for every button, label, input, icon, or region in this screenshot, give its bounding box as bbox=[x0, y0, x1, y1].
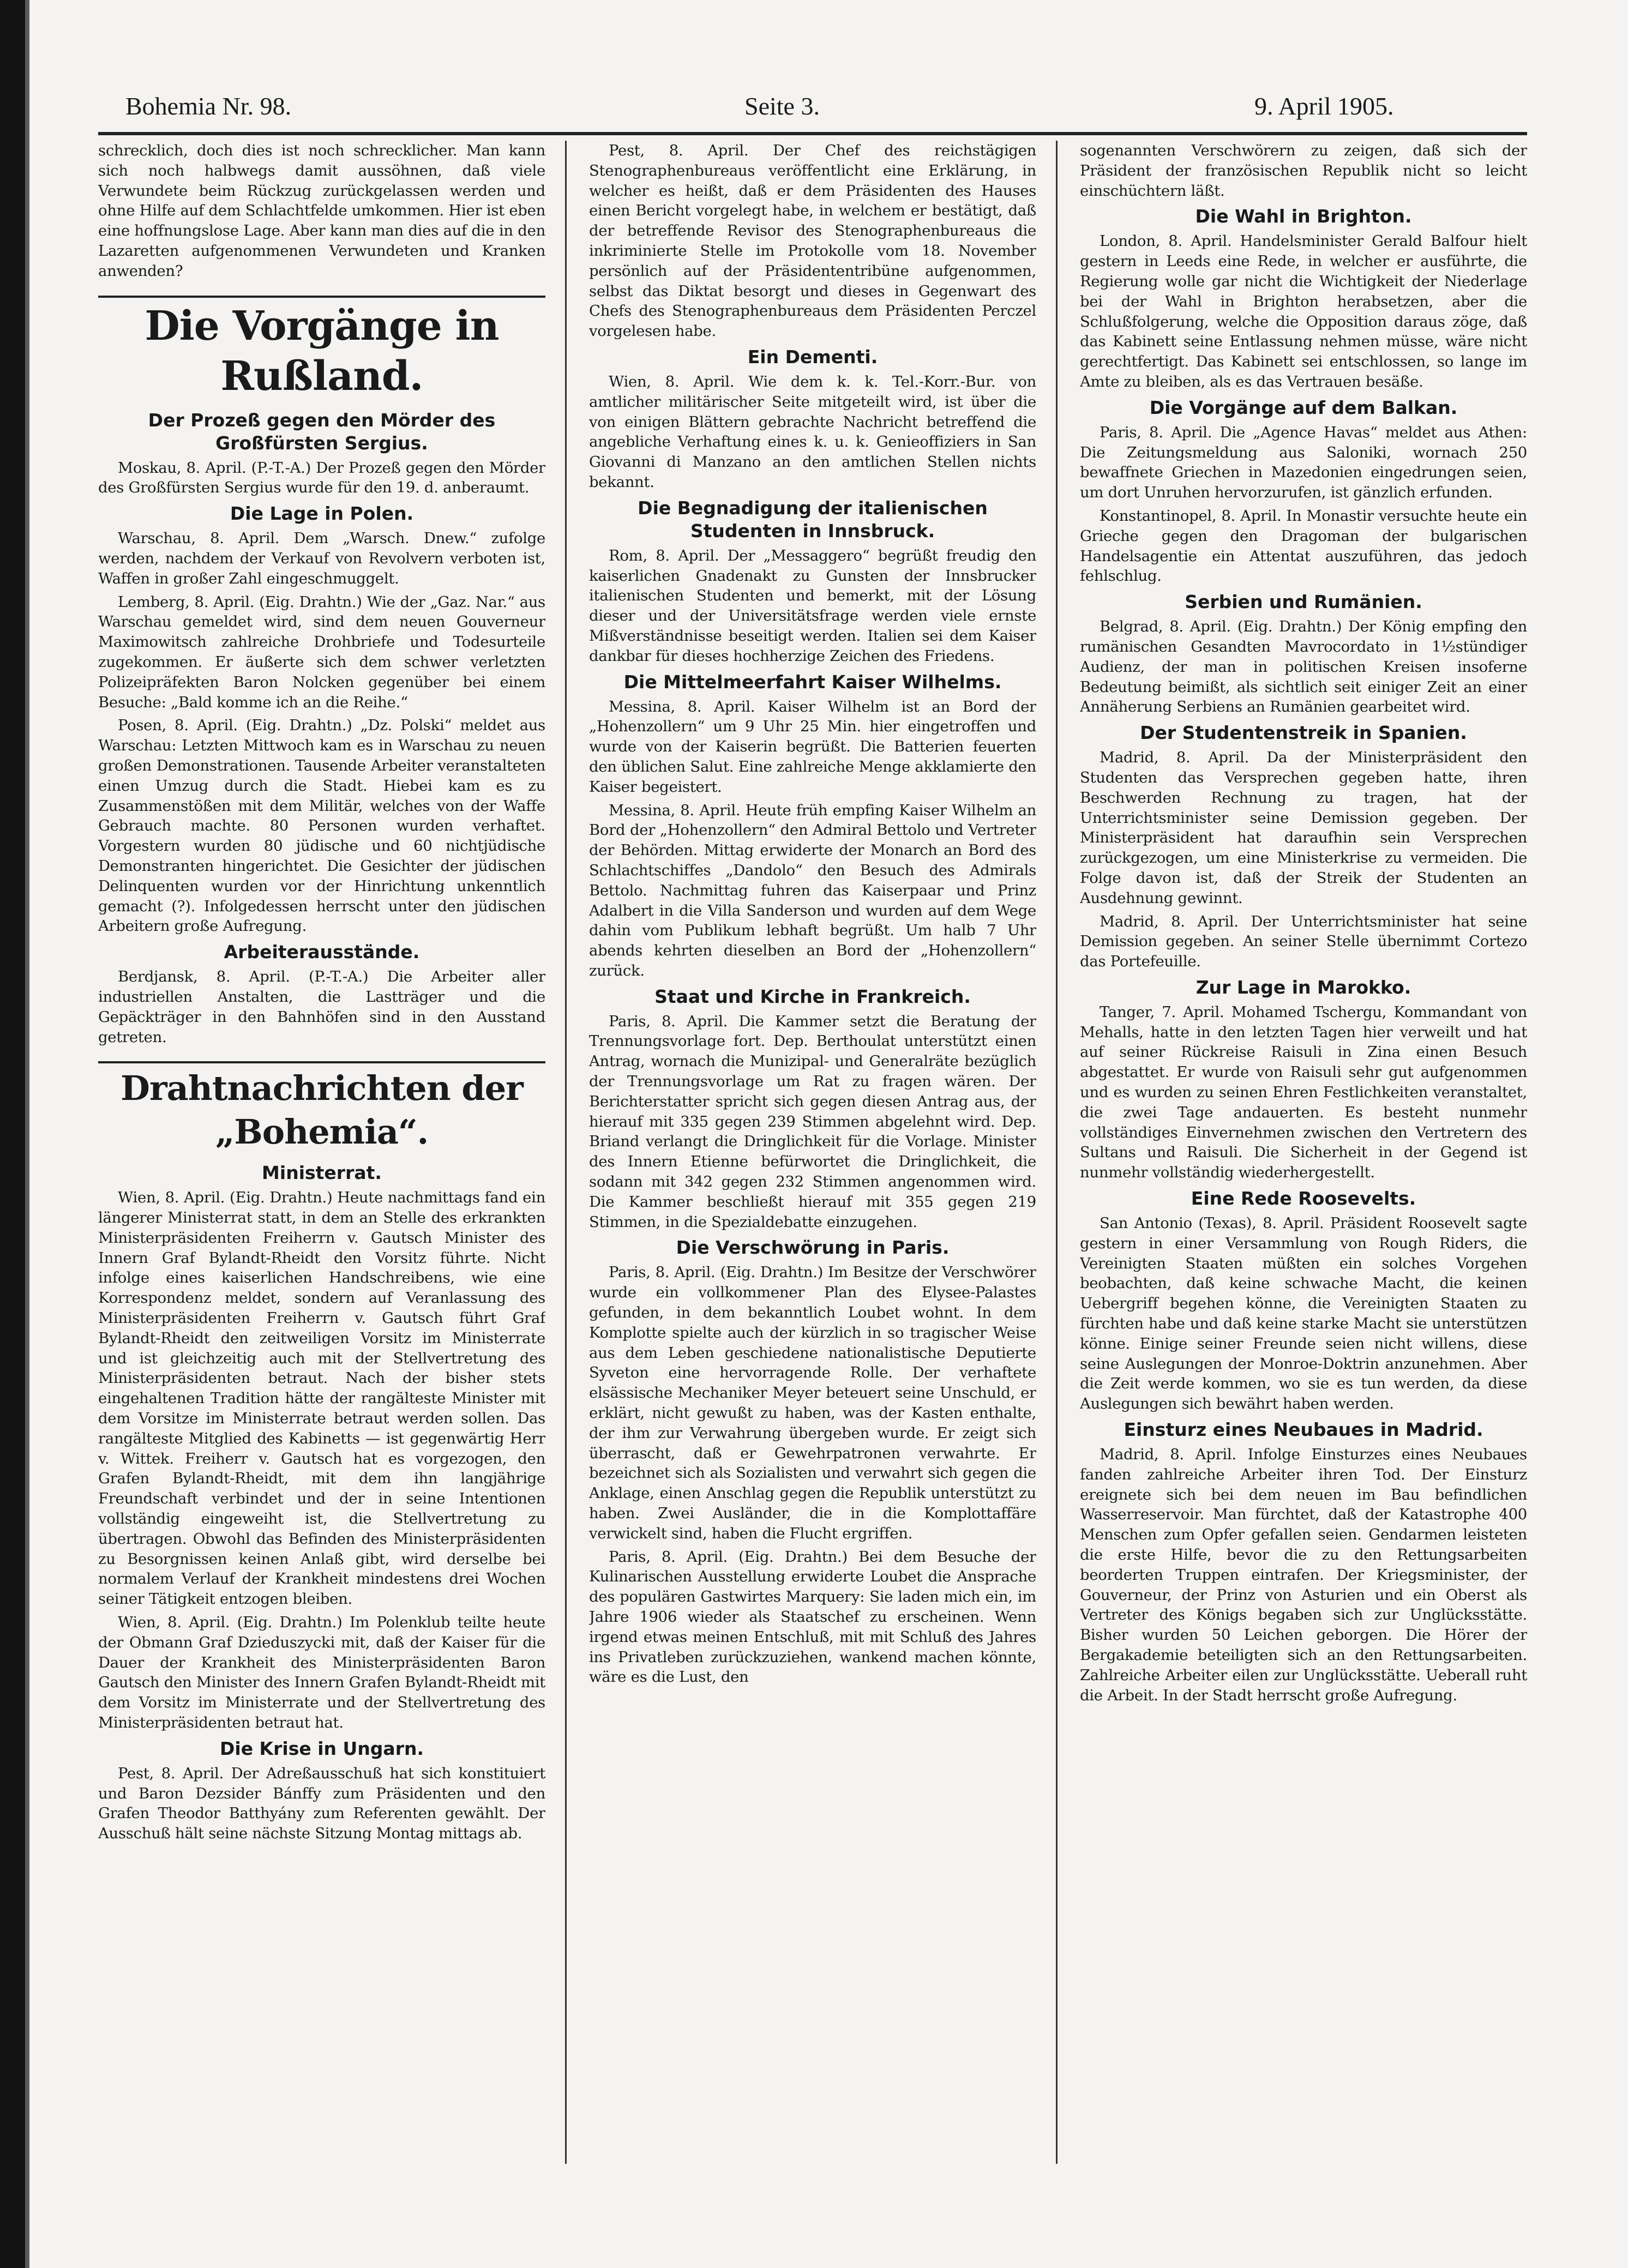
article-text: Wien, 8. April. (Eig. Drahtn.) Heute nachmittags fand ein längerer Ministerrat statt, in dem an Stelle des erkrankten Ministerpräsidenten Freiherrn v. Gautsch Minister des Innern Graf Bylandt-Rheidt den Vorsitz führte. Nicht infolge eines kaiserlichen Handschreibens, wie eine Korrespondenz meldet, sondern auf Veranlassung des Ministerpräsidenten Freiherrn v. Gautsch führt Graf Bylandt-Rheidt den zeitweiligen Vorsitz im Ministerrate und ist gleichzeitig auch mit der Stellvertretung des Ministerpräsidenten betraut. Nach der bisher stets eingehaltenen Tradition hätte der rangälteste Minister mit dem Vorsitze im Ministerrate betraut werden sollen. Das rangälteste Mitglied des Kabinetts — ist gegenwärtig Herr v. Wittek. Freiherr v. Gautsch hat es vorgezogen, den Grafen Bylandt-Rheidt, mit dem ihn langjährige Freundschaft verbindet und der in seine Intentionen vollständig eingeweiht ist, die Stellvertretung zu übertragen. Obwohl das Befinden des Ministerpräsidenten zu Besorgnissen keinen Anlaß gibt, wird derselbe bei normalem Verlauf der Krankheit mindestens drei Wochen seiner Tätigkeit entzogen bleiben. bbox=[98, 1189, 545, 1608]
headline-madrid: Einsturz eines Neubaues in Madrid. bbox=[1124, 1419, 1483, 1441]
article-text: London, 8. April. Handelsminister Gerald Balfour hielt gestern in Leeds eine Rede, in welcher er ausführte, die Regierung wolle gar nicht die Wichtigkeit der Niederlage bei der Wahl in Brighton herabsetzen, aber die Schlußfolgerung, welche die Opposition daraus zöge, daß das Kabinett seine Entlassung nehmen müsse, wäre nicht gerechtfertigt. Das Kabinett sei entschlossen, so lange im Amte zu bleiben, als es das Vertrauen besäße. bbox=[1080, 232, 1527, 390]
article-text: Wien, 8. April. (Eig. Drahtn.) Im Polenklub teilte heute der Obmann Graf Dzieduszycki mit, daß der Kaiser für die Dauer der Krankheit des Ministerpräsidenten Baron Gautsch den Minister des Innern Grafen Bylandt-Rheidt mit dem Vorsitz im Ministerrate und der Stellvertretung des Ministerpräsidenten betraut hat. bbox=[98, 1614, 545, 1732]
page-header bbox=[98, 92, 1527, 130]
article-text: Warschau, 8. April. Dem „Warsch. Dnew.“ zufolge werden, nachdem der Verkauf von Revolvern verboten ist, Waffen in großer Zahl eingeschmuggelt. bbox=[98, 530, 545, 587]
headline-brighton: Die Wahl in Brighton. bbox=[1195, 206, 1412, 227]
headline-spain: Der Studentenstreik in Spanien. bbox=[1140, 722, 1467, 744]
article-text: Moskau, 8. April. (P.-T.-A.) Der Prozeß gegen den Mörder des Großfürsten Sergius wurde für den 19. d. anberaumt. bbox=[98, 459, 545, 497]
article-text: Messina, 8. April. Kaiser Wilhelm ist an Bord der „Hohenzollern“ um 9 Uhr 25 Min. hier eingetroffen und wurde von der Kaiserin begrüßt. Die Batterien feuerten den üblichen Salut. Eine zahlreiche Menge akklamierte den Kaiser begeistert. bbox=[589, 697, 1036, 796]
article-text: Paris, 8. April. (Eig. Drahtn.) Bei dem Besuche der Kulinarischen Ausstellung erwiderte Loubet die Ansprache des populären Gastwirtes Marquery: Sie laden mich ein, im Jahre 1906 wieder als Staatschef zu erscheinen. Wenn irgend etwas meinen Entschluß, mit mit Schluß des Jahres ins Privatleben zurückzuziehen, wankend machen könnte, wäre es die Lust, den bbox=[589, 1548, 1036, 1686]
column-rule bbox=[1056, 141, 1058, 2164]
article-text: Wien, 8. April. Wie dem k. k. Tel.-Korr.-Bur. von amtlicher militärischer Seite mitgeteilt wird, ist über die von einigen Blättern gebrachte Nachricht betreffend die angebliche Verhaftung eines k. u. k. Genieoffiziers in San Giovanni di Manzano an den amtlichen Stellen nichts bekannt. bbox=[589, 372, 1036, 491]
article-text: Rom, 8. April. Der „Messaggero“ begrüßt freudig den kaiserlichen Gnadenakt zu Gunsten der Innsbrucker italienischen Studenten und bemerkt, mit der Lösung dieser und der Universitätsfrage werden viele ernste Mißverständnisse beseitigt werden. Italien sei dem Kaiser dankbar für dieses hochherzige Zeichen des Friedens. bbox=[589, 546, 1036, 665]
article-text: Paris, 8. April. Die „Agence Havas“ meldet aus Athen: Die Zeitungsmeldung aus Saloniki, wornach 250 bewaffnete Griechen in Mazedonien eingedrungen seien, um dort Unruhen hervorzurufen, ist gänzlich erfunden. bbox=[1080, 423, 1527, 502]
article-continuation: sogenannten Verschwörern zu zeigen, daß sich der Präsident der französischen Republik nicht so leicht einschüchtern läßt. bbox=[1080, 142, 1527, 200]
article-text: Posen, 8. April. (Eig. Drahtn.) „Dz. Polski“ meldet aus Warschau: Letzten Mittwoch kam es in Warschau zu neuen großen Demonstrationen. Tausende Arbeiter veranstalteten einen Umzug durch die Stadt. Hiebei kam es zu Zusammenstößen mit dem Militär, welches von der Waffe Gebrauch machte. 80 Personen wurden verhaftet. Vorgestern wurden 80 jüdische und 60 nichtjüdische Demonstranten hingerichtet. Die Gesichter der jüdischen Delinquenten wurden vor der Hinrichtung unkenntlich gemacht (?). Infolgedessen herrscht unter den jüdischen Arbeitern große Aufregung. bbox=[98, 717, 545, 935]
column-3 bbox=[1080, 141, 1527, 2169]
article-text: Pest, 8. April. Der Adreßausschuß hat sich konstituiert und Baron Dezsider Bánffy zum Präsidenten und den Grafen Theodor Batthyány zum Referenten gewählt. Der Ausschuß hält seine nächste Sitzung Montag mittags ab. bbox=[98, 1764, 545, 1843]
column-2 bbox=[589, 141, 1036, 2169]
column-1 bbox=[98, 141, 545, 2169]
headline-balkan: Die Vorgänge auf dem Balkan. bbox=[1149, 396, 1458, 418]
headline-church: Staat und Kirche in Frankreich. bbox=[654, 985, 971, 1007]
article-text: Berdjansk, 8. April. (P.-T.-A.) Die Arbeiter aller industriellen Anstalten, die Lastträger und die Gepäckträger in den Bahnhöfen sind in den Ausstand getreten. bbox=[98, 968, 545, 1046]
headline-plot: Die Verschwörung in Paris. bbox=[676, 1237, 950, 1259]
headline-morocco: Zur Lage in Marokko. bbox=[1196, 976, 1411, 998]
article-text: Lemberg, 8. April. (Eig. Drahtn.) Wie der „Gaz. Nar.“ aus Warschau gemeldet wird, sind dem neuen Gouverneur Maximowitsch zahlreiche Drohbriefe und Todesurteile zugekommen. Er äußerte sich dem schwer verletzten Polizeipräfekten Baron Nolcken gegenüber bei einem Besuche: „Bald komme ich an die Reihe.“ bbox=[98, 593, 545, 711]
article-text: Belgrad, 8. April. (Eig. Drahtn.) Der König empfing den rumänischen Gesandten Mavrocordato in 1½stündiger Audienz, der man in politischen Kreisen insoferne Bedeutung beimißt, als sichtlich seit einiger Zeit an einer Annäherung Serbiens an Rumänien gearbeitet wird. bbox=[1080, 618, 1527, 716]
article-text: San Antonio (Texas), 8. April. Präsident Roosevelt sagte gestern in einer Versammlung von Rough Riders, die Vereinigten Staaten müßten ein solches Vorgehen beobachten, daß keine schwache Macht, die keinen Uebergriff begehen könne, die Vereinigten Staaten zu fürchten habe und daß keine starke Macht sie unterstützen könne. Einige seiner Freunde seien nicht willens, diese seine Auslegungen der Monroe-Doktrin anzunehmen. Aber die Zeit werde kommen, wo sie es tun werden, da diese Auslegungen sich bewährt haben werden. bbox=[1080, 1214, 1527, 1413]
section-title-russia: Die Vorgänge in Rußland. bbox=[98, 296, 545, 401]
article-continuation: schrecklich, doch dies ist noch schrecklicher. Man kann sich noch halbwegs damit aussöhnen, daß viele Verwundete beim Rückzug zurückgelassen werden und ohne Hilfe auf dem Schlachtfelde umkommen. Hier ist eben eine hoffnungslose Lage. Aber kann man dies auf die in den Lazaretten aufgenommenen Verwundeten und Kranken anwenden? bbox=[98, 142, 545, 280]
binding-spine bbox=[0, 0, 25, 2268]
article-text: Messina, 8. April. Heute früh empfing Kaiser Wilhelm an Bord der „Hohenzollern“ den Admiral Bettolo und Vertreter der Behörden. Mittag erwiderte der Monarch an Bord des Schlachtschiffes „Dandolo“ den Besuch des Admirals Bettolo. Nachmittag fuhren das Kaiserpaar und Prinz Adalbert in die Villa Sanderson und wurden auf dem Wege dahin vom Publikum lebhaft begrüßt. Um halb 7 Uhr abends kehrten dieselben an Bord der „Hohenzollern“ zurück. bbox=[589, 801, 1036, 979]
headline-serbia: Serbien und Rumänien. bbox=[1185, 591, 1422, 613]
header-rule bbox=[98, 132, 1527, 135]
binding-edge bbox=[25, 0, 29, 2268]
headline-pardon: Die Begnadigung der italienischen Studenten in Innsbruck. bbox=[638, 497, 988, 542]
headline-trial: Der Prozeß gegen den Mörder des Großfürsten Sergius. bbox=[148, 409, 496, 454]
headline-hungary: Die Krise in Ungarn. bbox=[219, 1737, 424, 1759]
article-text: Pest, 8. April. Der Chef des reichstägigen Stenographenbureaus veröffentlicht eine Erklärung, in welcher es heißt, daß er dem Präsidenten des Hauses einen Bericht vorgelegt habe, in welchem er bestätigt, daß der betreffende Revisor des Stenographenbureaus die inkriminierte Stelle im Protokolle vom 18. November persönlich auf der Präsidententribüne aufgenommen, selbst das Diktat besorgt und dieses in Gegenwart des Chefs des Stenographenbureaus dem Präsidenten Perczel vorgelesen habe. bbox=[589, 142, 1036, 340]
headline-roosevelt: Eine Rede Roosevelts. bbox=[1191, 1188, 1416, 1210]
headline-dementi: Ein Dementi. bbox=[747, 346, 878, 368]
newspaper-page bbox=[98, 82, 1527, 2165]
article-text: Madrid, 8. April. Der Unterrichtsminister hat seine Demission gegeben. An seiner Stelle übernimmt Cortezo das Portefeuille. bbox=[1080, 912, 1527, 971]
article-text: Tanger, 7. April. Mohamed Tschergu, Kommandant von Mehalls, hatte in den letzten Tagen hier verweilt und hat auf seiner Rückreise Raisuli in Zina einen Besuch abgestattet. Er wurde von Raisuli sehr gut aufgenommen und es wurden zu seinen Ehren Festlichkeiten veranstaltet, die zwei Tage andauerten. Es besteht nunmehr vollständiges Einvernehmen zwischen den Vertretern des Sultans und Raisuli. Die Sicherheit in der Gegend ist nunmehr vollständig wiederhergestellt. bbox=[1080, 1003, 1527, 1182]
header-issue: Bohemia Nr. 98. bbox=[125, 92, 292, 120]
column-rule bbox=[565, 141, 567, 2164]
header-date: 9. April 1905. bbox=[1254, 92, 1394, 120]
article-text: Madrid, 8. April. Infolge Einsturzes eines Neubaues fanden zahlreiche Arbeiter ihren Tod. Der Einsturz ereignete sich bei dem neuen im Bau befindlichen Wasserreservoir. Man fürchtet, daß der Katastrophe 400 Menschen zum Opfer gefallen seien. Gendarmen leisteten die erste Hilfe, bevor die zu den Rettungsarbeiten beorderten Truppen eintrafen. Der Kriegsminister, der Gouverneur, der Prinz von Asturien und ein Oberst als Vertreter des Königs begaben sich zur Unglücksstätte. Bisher wurden 50 Leichen geborgen. Die Hörer der Bergakademie beteiligten sich an den Rettungsarbeiten. Zahlreiche Arbeiter eilen zur Unglücksstätte. Ueberall ruht die Arbeit. In der Stadt herrscht große Aufregung. bbox=[1080, 1446, 1527, 1704]
headline-strikes: Arbeiterausstände. bbox=[224, 941, 420, 963]
headline-cruise: Die Mittelmeerfahrt Kaiser Wilhelms. bbox=[623, 671, 1002, 693]
article-text: Paris, 8. April. Die Kammer setzt die Beratung der Trennungsvorlage fort. Dep. Berthoulat unterstützt einen Antrag, wornach die Munizipal- und Generalräte bezüglich der Trennungsvorlage um Rat zu fragen wären. Der Berichterstatter spricht sich gegen diesen Antrag aus, der hierauf mit 335 gegen 239 Stimmen abgelehnt wird. Dep. Briand verlangt die Dringlichkeit für die Vorlage. Minister des Innern Etienne befürwortet die Dringlichkeit, die sodann mit 342 gegen 232 Stimmen angenommen wird. Die Kammer beschließt hierauf mit 355 gegen 219 Stimmen, in die Spezialdebatte einzugehen. bbox=[589, 1012, 1036, 1231]
article-text: Paris, 8. April. (Eig. Drahtn.) Im Besitze der Verschwörer wurde ein vollkommener Plan des Elysee-Palastes gefunden, in dem bekanntlich Loubet wohnt. In dem Komplotte spielte auch der kürzlich in so tragischer Weise aus dem Leben geschiedene nationalistische Deputierte Syveton eine hervorragende Rolle. Der verhaftete elsässische Mechaniker Meyer beteuert seine Unschuld, er erklärt, nicht gewußt zu haben, was der Kasten enthalte, der ihm zur Verwahrung übergeben wurde. Er zeigt sich überrascht, daß er Gewehrpatronen verwahrte. Er bezeichnet sich als Sozialisten und verwahrt sich gegen die Anklage, einen Anschlag gegen die Republik unterstützt zu haben. Zwei Ausländer, die in die Komplottaffäre verwickelt sind, haben die Flucht ergriffen. bbox=[589, 1264, 1036, 1542]
headline-council: Ministerrat. bbox=[262, 1162, 382, 1184]
headline-poland: Die Lage in Polen. bbox=[230, 503, 414, 525]
article-text: Madrid, 8. April. Da der Ministerpräsident den Studenten das Versprechen gegeben hatte, ihren Beschwerden Rechnung zu tragen, hat der Unterrichtsminister seine Demission gegeben. Der Ministerpräsident hat daraufhin sein Versprechen zurückgezogen, um eine Ministerkrise zu vermeiden. Die Folge davon ist, daß der Streik der Studenten an Ausdehnung gewinnt. bbox=[1080, 749, 1527, 907]
article-text: Konstantinopel, 8. April. In Monastir versuchte heute ein Grieche gegen den Dragoman der bulgarischen Handelsagentie ein Attentat auszuführen, das jedoch fehlschlug. bbox=[1080, 507, 1527, 585]
header-page-number: Seite 3. bbox=[744, 92, 820, 120]
section-title-wire: Drahtnachrichten der „Bohemia“. bbox=[98, 1061, 545, 1154]
